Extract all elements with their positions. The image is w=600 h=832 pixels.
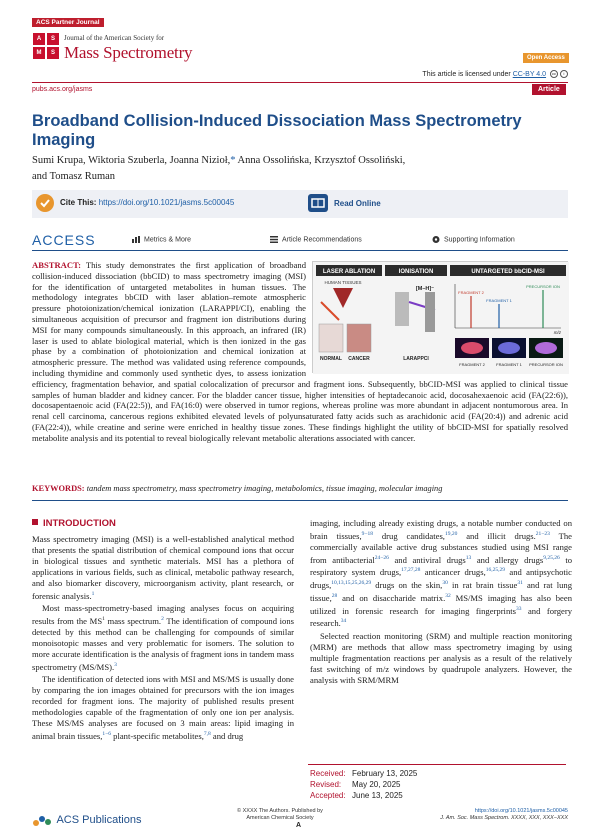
introduction-heading: INTRODUCTION [32, 518, 116, 529]
section-square-icon [32, 519, 38, 525]
author-list: Sumi Krupa, Wiktoria Szuberla, Joanna Nizioł,* Anna Ossolińska, Krzysztof Ossoliński, and Tomasz Ruman [32, 155, 406, 182]
cite-icon [36, 194, 54, 212]
toc-img-fragment1: FRAGMENT 1 [496, 362, 522, 367]
pubs-link[interactable]: pubs.acs.org/jasms [32, 86, 93, 93]
by-icon: i [560, 70, 568, 78]
read-online-button[interactable]: Read Online [334, 199, 381, 208]
received-date: February 13, 2025 [352, 769, 418, 778]
toc-graphic [312, 261, 568, 373]
read-online-icon[interactable] [308, 194, 328, 212]
keywords-text: tandem mass spectrometry, mass spectrometry imaging, metabolomics, tissue imaging, molecular imaging [86, 484, 443, 493]
partner-journal-badge: ACS Partner Journal [32, 18, 104, 27]
list-icon [270, 236, 278, 243]
abstract-text: This study demonstrates the first application of broadband collision-induced dissociation (bbCID) to mass spectrometry imaging (MSI) for the identification of untargeted metabolites in human tissues. The methodology integrates bbCID with laser ablation–remote atmospheric pressure photoionization/chemical ionization (LARAPPI/CI), enabling the simultaneous acquisition of precursor and fragment ion distributions during MSI for many compounds simultaneously. In this approach, an infrared (IR) laser is used to ablate biological material, which is then ionized in the gas phase by a combination of photoionization and chemical ionization at atmospheric pressure. The method was validated using reference compounds, including thymidine and commonly used synthetic dyes, to assess ionization efficiency, fragmentation behavior, and spatial colocalization of precursor and fragment ions. Subsequently, bbCID-MSI was applied to clinical tissue samples of human bladder and kidney cancer. For the bladder cancer tissue, higher intensities of heptadecanoic acid, docosahexaenoic acid (FA(22:6)), docosapentaenoic acid (FA(22:5)), and FA(16:0) were observed in tumor regions, whereas proline was more abundant in adjacent nontumorous area. In renal cell carcinoma, cancerous regions exhibited elevated levels of polyunsaturated fatty acids such as arachidonic acid (FA(20:4)) and adrenic acid (FA(22:4)), while creatine and serine were enriched in healthy tissue zones. These findings highlight the utility of bbCID-MSI for spatially resolved metabolite analysis and its potential to reveal biologically relevant metabolic alterations associated with cancer. [32, 260, 568, 443]
toc-panel2-title: IONISATION [398, 269, 434, 275]
supporting-info-icon [432, 236, 440, 243]
toc-panel1-title: LASER ABLATION [322, 269, 376, 275]
intro-paragraph-1: Mass spectrometry imaging (MSI) is a well-established analytical method that presents the spatial distribution of chemical compound ions that occur in biological tissues and synthetic materials. MSI has a plethora of applications in various fields, such as clinical, metabolic pathway research, and also biomarker discovery, microorganism activity, plant research, or forensic analysis.$^1$ [32, 534, 294, 601]
article-recommendations-link[interactable]: Article Recommendations [270, 236, 362, 243]
supporting-information-link[interactable]: Supporting Information [432, 236, 515, 243]
keywords [32, 484, 568, 493]
left-column [32, 534, 294, 744]
intro-paragraph-5: Selected reaction monitoring (SRM) and multiple reaction monitoring (MRM) are methods that allow mass spectrometry imaging by using multiple fragmentation reactions per analysis as a result of the relatively fast switching of m/z windows by quadrupole analyzers. However, the analysis with SRM/MRM [310, 631, 572, 685]
toc-panel3-title: UNTARGETED bbCID-MSI [471, 269, 545, 275]
abstract-heading: ABSTRACT: [32, 260, 82, 270]
footer-citation: https://doi.org/10.1021/jasms.5c00045 J. Am. Soc. Mass Spectrom. XXXX, XXX, XXX−XXX [420, 808, 568, 822]
intro-paragraph-3: The identification of detected ions with MSI and MS/MS is usually done by comparing the ion images obtained for precursors with the ion images recorded for fragment ions. The majority of published results present methodologies capable of the fragmentation of only one ion per analysis. These MS/MS analyses are focused on 3 main areas: lipid imaging in animal brain tissues,$^{1-6}$ plant-specific metabolites,$^{7,8}$ and drug [32, 674, 294, 741]
access-rule [32, 250, 568, 251]
copyright: © XXXX The Authors. Published by American Chemical Society [237, 808, 323, 821]
metrics-more-link[interactable]: Metrics & More [132, 236, 191, 243]
toc-normal: NORMAL [320, 356, 342, 362]
toc-fragment1: FRAGMENT 1 [486, 298, 512, 303]
toc-img-fragment2: FRAGMENT 2 [459, 362, 485, 367]
cite-this: Cite This: https://doi.org/10.1021/jasms.5c00045 [60, 198, 235, 207]
dates-rule [308, 764, 566, 765]
asms-logo: A S M S [33, 33, 59, 59]
keywords-rule [32, 500, 568, 501]
toc-ion-label: [M–H]⁻ [415, 286, 435, 292]
toc-img-precursor: PRECURSOR ION [529, 362, 563, 367]
revised-date: May 20, 2025 [352, 780, 401, 789]
keywords-heading: KEYWORDS: [32, 484, 85, 493]
license-link[interactable]: CC-BY 4.0 [512, 70, 547, 78]
toc-fragment2: FRAGMENT 2 [458, 290, 484, 295]
abstract [32, 260, 568, 444]
corresponding-author-mark[interactable]: * [230, 155, 236, 166]
access-label: ACCESS [32, 232, 96, 248]
accepted-date: June 13, 2025 [352, 791, 403, 800]
acs-publications-logo: ACS Publications [32, 813, 141, 827]
license-notice: This article is licensed under CC-BY 4.0 cc i [390, 70, 568, 78]
footer-doi-link[interactable]: https://doi.org/10.1021/jasms.5c00045 [474, 808, 568, 814]
toc-larappci: LARAPPCI [403, 356, 429, 362]
toc-mz: m/z [553, 330, 561, 335]
toc-precursor: PRECURSOR ION [526, 284, 560, 289]
publication-dates: Received: February 13, 2025 Revised: May 20, 2025 Accepted: June 13, 2025 [310, 769, 418, 800]
toc-human-tissues: HUMAN TISSUES [324, 280, 362, 285]
intro-paragraph-4: imaging, including already existing drugs, a notable number conducted on brain tissues,$^{9-18}$ drug candidates,$^{19,20}$ and illicit drugs.$^{21-23}$ The commercially available active drug substances studied using MSI range from antibacterial$^{24-26}$ and antiviral drugs$^{13}$ and allergy drugs$^{9,25,26}$ to respiratory system drugs,$^{17,27,28}$ anticancer drugs,$^{16,25,29}$ and antipsychotic drugs,$^{10,13,15,25,26,29}$ drugs on the skin,$^{30}$ in rat brain tissue$^{31}$ and rat lung tissue,$^{28}$ and on disaccharide matrix.$^{32}$ MS/MS imaging has also been utilized in forensic research for imaging fingerprints$^{33}$ and forgery research.$^{34}$ [310, 518, 573, 629]
toc-cancer: CANCER [348, 356, 370, 362]
doi-link[interactable]: https://doi.org/10.1021/jasms.5c00045 [98, 198, 235, 207]
intro-paragraph-2: Most mass-spectrometry-based imaging analyses focus on acquiring results from the $MS^1$ mass spectrum.$^2$ The identification of compound ions detected by this method can be challenging for compounds of similar monoisotopic masses and very problematic for isomers. The solution to more accurate identification is the analysis of fragment ions in tandem mass spectrometry (MS/MS).$^3$ [32, 603, 294, 672]
article-title: Broadband Collision-Induced Dissociation Mass Spectrometry Imaging [32, 112, 522, 149]
right-column [310, 518, 572, 688]
journal-name-line2: Mass Spectrometry [64, 43, 193, 62]
page-number: A [296, 822, 302, 829]
journal-name-line1: Journal of the American Society for [64, 34, 165, 42]
open-access-badge: Open Access [523, 53, 569, 63]
bar-chart-icon [132, 236, 140, 243]
cc-icon: cc [552, 71, 556, 76]
article-type-badge: Article [532, 84, 566, 95]
header-rule [32, 82, 568, 83]
